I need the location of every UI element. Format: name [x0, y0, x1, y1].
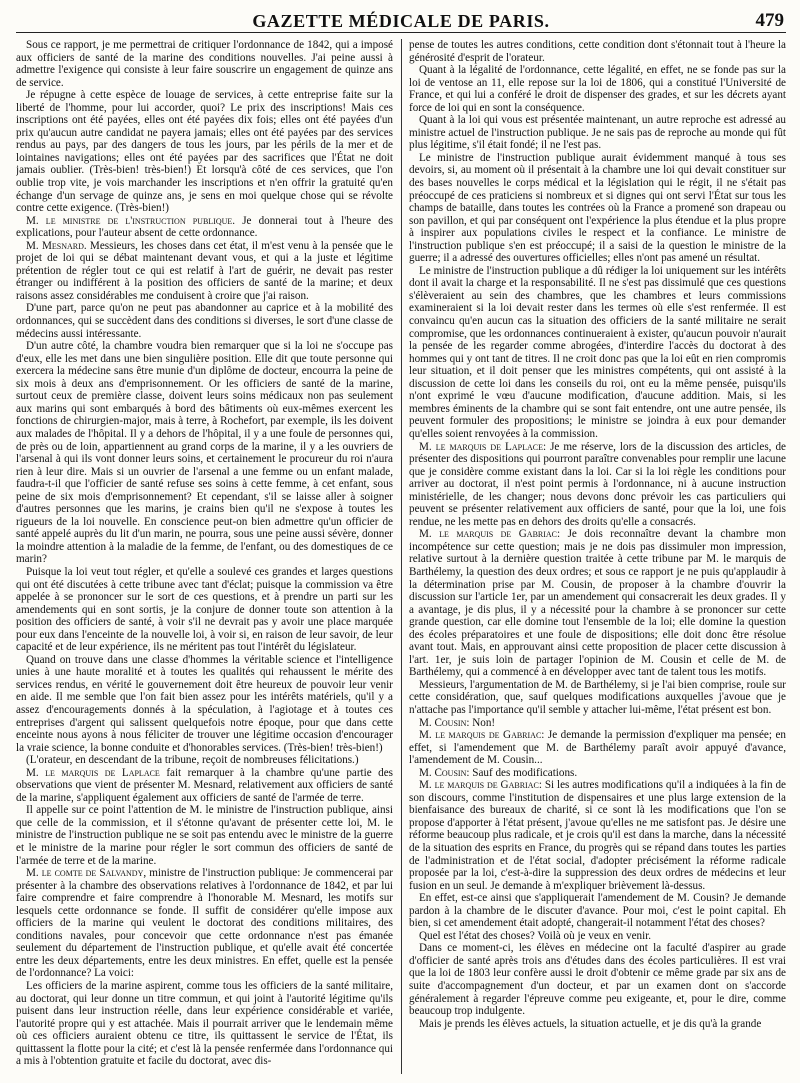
paragraph [16, 215, 393, 240]
paragraph [409, 729, 786, 767]
paragraph [409, 39, 786, 64]
paragraph-text: D'un autre côté, la chambre voudra bien remarquer que si la loi ne s'occupe pas d'eux, elle les met dans une bien singulière position. Elle dit que toute personne qui exercera la médecine sans être munie d'un diplôme de docteur, encourra la peine de six mois à deux ans d'emprisonnement. Or les officiers de santé de la marine, surtout ceux de première classe, doivent leurs soins médicaux non pas seulement aux marins qui sont embarqués à bord des bâtiments où eux-mêmes exercent les fonctions de chirurgien-major, mais à terre, à Rochefort, par exemple, ils les doivent aux malades de l'hôpital. Il y a dehors de l'hôpital, il y a une foule de personnes qui, de près ou de loin, appartiennent au grand corps de la marine, il y a les ouvriers de l'arsenal à qui ils vont donner leurs soins, et certainement le procureur du roi n'aura rien à leur dire. Mais si un ouvrier de l'arsenal a une femme ou un enfant malade, faudra-t-il que l'officier de santé refuse ses soins à cette femme, à cet enfant, sous peine de six mois d'emprisonnement? Et cependant, s'il se laisse aller à soigner d'autres personnes que les marins, je crains bien qu'il ne s'expose à toutes les rigueurs de la loi nouvelle. En conscience peut-on bien admettre qu'un officier de santé appelé auprès du lit d'un marin, ne pourra, sous une peine aussi sévère, donner la moindre attention à la maladie de la femme, de l'enfant, ou des domestiques de ce marin? [16, 340, 393, 566]
paragraph [409, 942, 786, 1017]
speaker-name: M. le marquis de Gabriac: [419, 528, 561, 541]
speaker-name: M. le marquis de Laplace: [419, 440, 547, 453]
paragraph-text: pense de toutes les autres conditions, cette condition dont s'étonnait tout à l'heure la générosité d'esprit de l'orateur. [409, 39, 786, 64]
paragraph [409, 64, 786, 114]
paragraph-text: Le ministre de l'instruction publique a dû rédiger la loi uniquement sur les intérêts dont il avait la charge et la responsabilité. Il ne s'est pas dissimulé que ces questions s'élèveraient au sein des chambres, que les chambres et leurs commissions examineraient si la loi devait rester dans les termes où elle s'est renfermée. Il est convaincu qu'en aucun cas la situation des officiers de la santé militaire ne serait compromise, que les ordonnances continueraient à exister, qu'aucun pouvoir n'aurait la pensée de les regarder comme abrogées, d'interdire l'accès du doctorat à des hommes qui y ont tant de titres. Il ne croit donc pas que la loi eût en rien compromis leur situation, et il doit penser que les ministres compétents, qui ont assisté à la discussion de cette loi dans les conseils du roi, ont eu la même pensée, puisqu'ils n'ont exprimé le vœu d'aucune modification, d'aucune addition. Mais, si les membres éminents de la chambre qui se sont fait entendre, ont une autre pensée, ils peuvent formuler des propositions; le ministre se joindra à eux pour demander qu'elles soient renvoyées à la commission. [409, 264, 786, 440]
paragraph [16, 89, 393, 214]
paragraph [16, 302, 393, 340]
paragraph [409, 441, 786, 529]
paragraph [409, 779, 786, 892]
paragraph [409, 265, 786, 441]
paragraph-text: Je demande la permission d'expliquer ma pensée; en effet, si l'amendement que M. de Barthélemy paraît avoir appuyé d'avance, l'amendement de M. Cousin... [409, 729, 786, 767]
paragraph-text: Quand on trouve dans une classe d'hommes la véritable science et l'intelligence unies à une haute moralité et à toutes les qualités qui rehaussent le mérite des services rendus, en vérité le gouvernement doit être heureux de pouvoir leur venir en aide. Il me semble que l'on fait bien assez pour les intérêts matériels, qu'il y a assez d'encouragements donnés à la spéculation, à l'agiotage et à toutes ces entreprises d'argent qui salissent quelquefois notre époque, pour que dans cette enceinte nous ayons à nous féliciter de trouver une légitime occasion d'encourager la vraie science, la bonne conduite et d'honorables services. (Très-bien! très-bien!) [16, 653, 393, 754]
paragraph-text: Sauf des modifications. [472, 766, 578, 779]
speaker-name: M. le comte de Salvandy, [26, 867, 147, 880]
paragraph [16, 566, 393, 654]
paragraph-text: Non! [472, 716, 496, 729]
paragraph [16, 39, 393, 89]
paragraph [409, 717, 786, 730]
paragraph-text: Le ministre de l'instruction publique aurait évidemment manqué à tous ses devoirs, si, au moment où il présentait à la chambre une loi qui devait constituer sur des bases nouvelles le corps médical et la législation qui le régit, il ne s'était pas préoccupé de ces praticiens si nombreux et si dignes qui ont servi l'État sur tous les champs de bataille, dans toutes les contrées où la France a promené son drapeau ou son pavillon, et qui par conséquent ont l'expérience la plus étendue et la plus propre à inspirer aux populations civiles le respect et la confiance. Le ministre de l'instruction publique s'en est préoccupé; il a saisi de la question le ministre de la guerre; il a adressé des ouvertures officielles; elles n'ont pas amené un résultat. [409, 151, 786, 265]
paragraph-text: D'une part, parce qu'on ne peut pas abandonner au caprice et à la mobilité des ordonnances, qui se succèdent dans des conditions si diverses, le sort d'une classe de médecins aussi intéressante. [16, 302, 393, 340]
paragraph-text: Sous ce rapport, je me permettrai de critiquer l'ordonnance de 1842, qui a imposé aux officiers de santé de la marine des conditions nouvelles. J'ai peine aussi à admettre l'exigence qui consiste à leur faire souscrire un engagement de quinze ans de service. [16, 39, 393, 89]
paragraph-text: Quant à la loi qui vous est présentée maintenant, un autre reproche est adressé au ministre actuel de l'instruction publique. Je ne sais pas de reproche au monde qui fût plus légitime, s'il était fondé; il ne l'est pas. [409, 114, 786, 152]
paragraph [409, 679, 786, 717]
right-column [409, 39, 786, 1074]
paragraph-text: En effet, est-ce ainsi que s'appliquerait l'amendement de M. Cousin? Je demande pardon à la chambre de le discuter d'avance. Pour moi, c'est le point capital. Eh bien, si cet amendement était adopté, changerait-il notamment l'état des choses? [409, 892, 786, 930]
text-columns [16, 39, 786, 1074]
paragraph-text: Messieurs, les choses dans cet état, il m'est venu à la pensée que le projet de loi qui se débat maintenant devant vous, et qui a la juste et légitime prétention de régler tout ce qui est relatif à l'art de guérir, ne devait pas rester étranger ou indifférent à la position des officiers de santé de la marine; et deux raisons assez considérables me conduisent à croire que j'ai raison. [16, 239, 393, 302]
paragraph [409, 114, 786, 152]
paragraph-text: ministre de l'instruction publique: Je commencerai par présenter à la chambre des observations relatives à l'ordonnance de 1842, et par lui faire comprendre et faire comprendre à l'honorable M. Mesnard, les motifs sur lesquels cette ordonnance se fonde. Il suffit de considérer qu'elle impose aux officiers de la marine qui veulent le doctorat des conditions militaires, des conditions navales, pour concevoir que cette ordonnance n'est pas émanée seulement du département de l'instruction publique, et qu'elle avait été concertée entre les deux départements, entre les deux ministres. En effet, quelle est la pensée de l'ordonnance? La voici: [16, 867, 393, 980]
speaker-name: M. le marquis de Gabriac: [419, 729, 545, 742]
paragraph-text: Il appelle sur ce point l'attention de M. le ministre de l'instruction publique, ainsi que celle de la commission, et il s'étonne qu'avant de présenter cette loi, M. le ministre de l'instruction publique ne se soit pas entendu avec le ministre de la guerre et le ministre de la marine pour régler le sort commun des officiers de santé de l'armée de terre et de la marine. [16, 804, 393, 867]
paragraph-text: (L'orateur, en descendant de la tribune, reçoit de nombreuses félicitations.) [26, 754, 359, 767]
speaker-name: M. Cousin: [419, 766, 470, 779]
paragraph [409, 528, 786, 679]
paragraph [409, 930, 786, 943]
paragraph-text: Messieurs, l'argumentation de M. de Barthélemy, si je l'ai bien comprise, roule sur cette considération, que, sauf quelques modifications auxquelles j'avoue que je n'attache pas l'importance qu'il semble y attacher lui-même, l'état présent est bon. [409, 678, 786, 716]
paragraph [16, 867, 393, 980]
speaker-name: M. le marquis de Gabriac: [419, 779, 542, 792]
paragraph [16, 754, 393, 767]
paragraph [409, 767, 786, 780]
page-header [16, 10, 786, 33]
left-column [16, 39, 393, 1074]
journal-title: GAZETTE MÉDICALE DE PARIS. [252, 11, 550, 31]
paragraph [16, 654, 393, 754]
paragraph [16, 980, 393, 1068]
paragraph [16, 340, 393, 566]
speaker-name: M. Mesnard. [26, 239, 87, 252]
paragraph-text: Je me réserve, lors de la discussion des articles, de présenter des dispositions qui pourront paraître convenables pour remplir une lacune que je considère comme existant dans la loi. Car si la loi règle les conditions pour arriver au doctorat, il n'est point permis à l'ordonnance, ni à aucune instruction ministérielle, de les changer; nous devons donc prévoir les cas particuliers qui peuvent se présenter relativement aux officiers de santé, pour que la loi, une fois rendue, ne les mette pas en dehors des droits qu'elle a consacrés. [409, 440, 786, 528]
paragraph-text: fait remarquer à la chambre qu'une partie des observations que vient de présenter M. Mesnard, relativement aux officiers de santé de la marine, s'appliquent également aux officiers de santé de l'armée de terre. [16, 766, 393, 804]
paragraph-text: Les officiers de la marine aspirent, comme tous les officiers de la santé militaire, au doctorat, qui leur donne un titre commun, et qui joint à l'autorité légitime qu'ils puisent dans leur instruction réelle, dans leur expérience considérable et variée, l'autorité propre qui y est attachée. Mais il pourrait arriver que le lendemain même où ces officiers auraient obtenu ce titre, ils quittassent le service de l'État, ils quittassent la flotte pour la cité; et c'est là la pensée renfermée dans l'ordonnance qui a mis à l'obtention gratuite et facile du doctorat, avec dis- [16, 980, 393, 1068]
paragraph [409, 1018, 786, 1031]
paragraph-text: Quant à la légalité de l'ordonnance, cette légalité, en effet, ne se fonde pas sur la loi de ventose an 11, elle repose sur la loi de 1806, qui a constitué l'Université de France, et qui lui a conféré le droit de dispenser des grades, et sur les décrets ayant force de loi qui en sont la conséquence. [409, 64, 786, 114]
speaker-name: M. Cousin: [419, 716, 470, 729]
paragraph-text: Je répugne à cette espèce de louage de services, à cette entreprise faite sur la liberté de l'homme, pour lui accorder, quoi? Le prix des inscriptions! Mais ces inscriptions ont été payées, elles ont été payées dix fois; elles ont été payées d'un prix qu'aucun autre candidat ne payera jamais; elles ont été payées par des services rendus au pays, par des dangers de tous les jours, par les périls de la mer et de lointaines navigations; elles ont été payées par des sacrifices que l'État ne doit jamais oublier. (Très-bien! très-bien!) Et lorsqu'à côté de ces services, que l'on oublie trop vite, je vois marchander les inscriptions et n'en offrir la gratuité qu'en échange d'un servage de quinze ans, je sens en moi quelque chose qui se révolte contre cette exigence. (Très-bien!) [16, 89, 393, 215]
paragraph [409, 152, 786, 265]
paragraph-text: Si les autres modifications qu'il a indiquées à la fin de son discours, comme l'institution de dispensaires et une plus large extension de la bienfaisance des bureaux de charité, si ce sont là les modifications que l'on se propose d'apporter à l'état présent, j'avoue qu'elles ne me satisfont pas. Je désire une réforme beaucoup plus radicale, et je crois qu'il est dans la marche, dans la nécessité de la situation des esprits en France, du progrès qui se répand dans toutes les parties de l'administration et de l'état social, d'adopter précisément la réforme radicale proposée par la loi, c'est-à-dire la suppression des deux ordres de médecins et leur fusion en un seul. Je demande à m'expliquer brièvement là-dessus. [409, 779, 786, 892]
paragraph [16, 767, 393, 805]
speaker-name: M. le marquis de Laplace [26, 766, 160, 779]
page-number: 479 [755, 10, 784, 31]
paragraph-text: Je dois reconnaître devant la chambre mon incompétence sur cette question; mais je ne dois pas dissimuler mon impression, relative surtout à la dernière question traitée à cette tribune par M. le marquis de Barthélemy, la question des deux ordres; et sous ce rapport je ne puis qu'applaudir à la détermination prise par M. Cousin, de proposer à la chambre d'ouvrir la discussion sur l'article 1er, par un amendement qui consacrerait les deux grades. Il y a avantage, je dis plus, il y a nécessité pour la chambre à se prononcer sur cette grande question, car elle domine tout l'ensemble de la loi; elle domine la question des écoles préparatoires et une foule de dispositions; elle doit donc être résolue avant tout. Mais, en approuvant ainsi cette proposition de placer cette discussion à l'art. 1er, je suis loin de partager l'opinion de M. Cousin et celle de M. de Barthélemy, qui a commencé à en développer avec tant de talent tous les motifs. [409, 528, 786, 679]
paragraph [409, 892, 786, 930]
paragraph-text: Puisque la loi veut tout régler, et qu'elle a soulevé ces grandes et larges questions qui ont été discutées à cette tribune avec tant d'éclat; puisque la commission va être appelée à se prononcer sur le sort de ces questions, et à prendre un parti sur les amendements qui en sont sortis, je la conjure de donner toute son attention à la position des officiers de santé, à voir s'il ne devrait pas y avoir une place marquée pour eux dans l'enceinte de la nouvelle loi, à voir si, en raison de leur savoir, de leur capacité et de leur expérience, ils ne méritent pas tout l'intérêt du législateur. [16, 565, 393, 654]
paragraph-text: Quel est l'état des choses? Voilà où je veux en venir. [419, 929, 652, 942]
paragraph [16, 240, 393, 303]
speaker-name: M. le ministre de l'instruction publique. [26, 214, 236, 227]
paragraph-text: Mais je prends les élèves actuels, la situation actuelle, et je dis qu'à la grande [419, 1017, 762, 1030]
paragraph-text: Dans ce moment-ci, les élèves en médecine ont la faculté d'aspirer au grade d'officier de santé après trois ans d'études dans des écoles particulières. Il est vrai que la loi de 1803 leur confère aussi le droit d'obtenir ce même grade par six ans de suite d'accompagnement d'un docteur, et par un examen dont on s'accorde généralement à regarder l'épreuve comme peu exigeante, et, pour le dire, comme beaucoup trop indulgente. [409, 942, 786, 1018]
column-divider [401, 39, 402, 1074]
paragraph [16, 804, 393, 867]
paragraph-text: Je donnerai tout à l'heure des explications, pour l'auteur absent de cette ordonnance. [16, 214, 393, 240]
